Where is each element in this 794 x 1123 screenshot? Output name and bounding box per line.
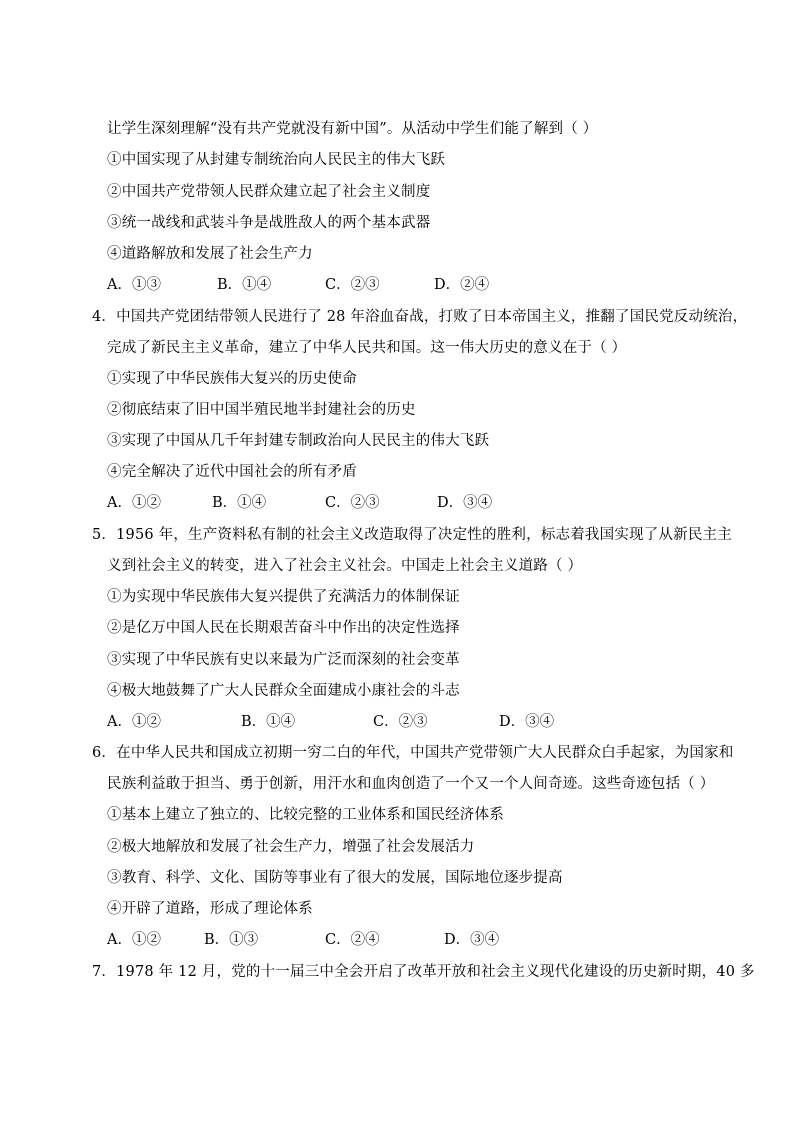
q4-option-2: ②彻底结束了旧中国半殖民地半封建社会的历史 (107, 402, 416, 418)
q3-option-1: ①中国实现了从封建专制统治向人民民主的伟大飞跃 (107, 152, 446, 168)
q6-option-3: ③教育、科学、文化、国防等事业有了很大的发展，国际地位逐步提高 (107, 870, 563, 886)
q6-choice-b: B．①③ (204, 932, 259, 948)
q4-option-3: ③实现了中国从几千年封建专制政治向人民民主的伟大飞跃 (107, 433, 490, 449)
q6-choice-c: C．②④ (325, 932, 380, 948)
q5-option-3: ③实现了中华民族有史以来最为广泛而深刻的社会变革 (107, 652, 460, 668)
q6-stem-line-2: 民族利益敢于担当、勇于创新，用汗水和血肉创造了一个又一个人间奇迹。这些奇迹包括（ ） (107, 776, 715, 792)
q4-choice-d: D．③④ (437, 495, 493, 511)
q6-option-2: ②极大地解放和发展了社会生产力，增强了社会发展活力 (107, 839, 475, 855)
q6-option-4: ④开辟了道路，形成了理论体系 (107, 901, 313, 917)
q7-stem-line-1: 7．1978 年 12 月，党的十一届三中全会开启了改革开放和社会主义现代化建设的历史新时期，40 多 (92, 964, 755, 980)
q4-option-1: ①实现了中华民族伟大复兴的历史使命 (107, 371, 357, 387)
q3-option-3: ③统一战线和武装斗争是战胜敌人的两个基本武器 (107, 215, 431, 231)
q3-choice-d: D．②④ (434, 277, 490, 293)
q5-choice-b: B．①④ (241, 714, 296, 730)
q5-choice-a: A．①② (107, 714, 161, 730)
q6-choice-a: A．①② (107, 932, 161, 948)
q4-choice-c: C．②③ (325, 495, 380, 511)
q3-stem: 让学生深刻理解“没有共产党就没有新中国”。从活动中学生们能了解到（ ） (107, 121, 598, 137)
q3-choice-c: C．②③ (325, 277, 380, 293)
q4-stem-line-2: 完成了新民主主义革命，建立了中华人民共和国。这一伟大历史的意义在于（ ） (107, 340, 627, 356)
q5-choice-c: C．②③ (373, 714, 428, 730)
q4-option-4: ④完全解决了近代中国社会的所有矛盾 (107, 464, 357, 480)
q5-option-1: ①为实现中华民族伟大复兴提供了充满活力的体制保证 (107, 589, 460, 605)
q5-option-4: ④极大地鼓舞了广大人民群众全面建成小康社会的斗志 (107, 683, 460, 699)
q3-choice-b: B．①④ (217, 277, 272, 293)
q5-choice-d: D．③④ (499, 714, 555, 730)
q3-option-4: ④道路解放和发展了社会生产力 (107, 246, 313, 262)
q6-option-1: ①基本上建立了独立的、比较完整的工业体系和国民经济体系 (107, 807, 504, 823)
q4-stem-line-1: 4．中国共产党团结带领人民进行了 28 年浴血奋战，打败了日本帝国主义，推翻了国民党反动统治， (92, 309, 748, 325)
q3-choice-a: A．①③ (107, 277, 161, 293)
q5-stem-line-1: 5．1956 年，生产资料私有制的社会主义改造取得了决定性的胜利，标志着我国实现了从新民主主 (92, 527, 732, 543)
q6-choice-d: D．③④ (444, 932, 500, 948)
q6-stem-line-1: 6．在中华人民共和国成立初期一穷二白的年代，中国共产党带领广大人民群众白手起家，为国家和 (92, 745, 734, 761)
q5-option-2: ②是亿万中国人民在长期艰苦奋斗中作出的决定性选择 (107, 620, 460, 636)
q5-stem-line-2: 义到社会主义的转变，进入了社会主义社会。中国走上社会主义道路（ ） (107, 558, 583, 574)
q3-option-2: ②中国共产党带领人民群众建立起了社会主义制度 (107, 184, 431, 200)
q4-choice-b: B．①④ (212, 495, 267, 511)
q4-choice-a: A．①② (107, 495, 161, 511)
